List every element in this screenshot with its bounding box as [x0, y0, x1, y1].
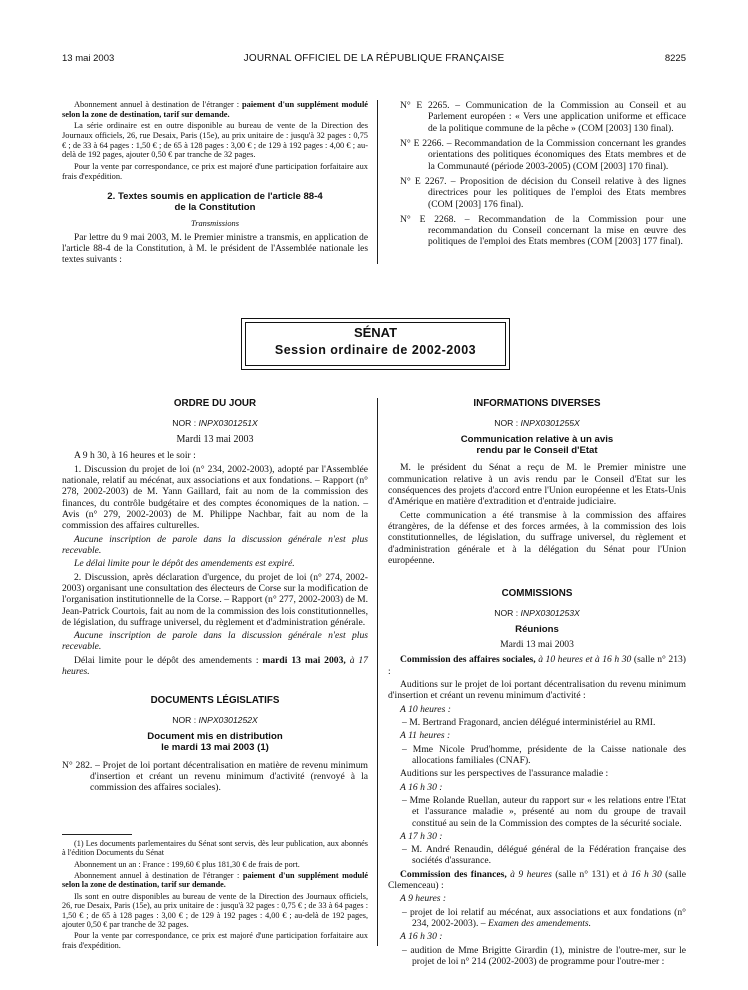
audition-fragonard: – M. Bertrand Fragonard, ancien délégué interministériel au RMI.	[402, 717, 656, 728]
nor-label: NOR :	[494, 417, 519, 428]
senat-title: SÉNAT	[353, 325, 398, 340]
audition-girardin: – audition de Mme Brigitte Girardin (1), ministre de l'outre-mer, sur le projet de loi n° 214 (2002-2003) de programme pour l'outre-mer :	[402, 944, 686, 967]
page-number: 8225	[664, 53, 686, 64]
nor-code: INPX0301253X	[520, 607, 580, 618]
fin-room-1: (salle n° 131) et	[555, 868, 620, 880]
cas-name: Commission des affaires sociales,	[400, 654, 536, 666]
e-document-entry	[388, 138, 686, 172]
comm-date: Mardi 13 mai 2003	[500, 639, 574, 651]
top-left-column	[62, 100, 368, 267]
aucune-inscription-2: Aucune inscription de parole dans la discussion générale n'est plus recevable.	[62, 630, 368, 653]
footnote-5: Pour la vente par correspondance, ce prix est majoré d'une participation forfaitaire aux frais d'expédition.	[62, 931, 368, 950]
fin-name: Commission des finances,	[400, 868, 507, 880]
abonnement-paragraph	[62, 100, 368, 119]
documents-legislatifs-title: DOCUMENTS LÉGISLATIFS	[150, 695, 280, 707]
aucune-inscription-1: Aucune inscription de parole dans la discussion générale n'est plus recevable.	[62, 533, 368, 556]
entry-number: N° E 2265.	[400, 100, 450, 111]
auditions-assurance-maladie: Auditions sur les perspectives de l'assurance maladie :	[400, 768, 609, 780]
time-17h30: A 17 h 30 :	[400, 830, 443, 842]
entry-text: – Recommandation de la Commission concernant les grandes orientations des politiques économiques des Etats membres et de la Communauté (période 2003-2005) (COM [2003] 170 final).	[428, 137, 686, 172]
mecenat-examen: Examen des amendements.	[487, 918, 592, 929]
entry-number: N° E 2267.	[400, 175, 447, 187]
delai-heure: à 17 heures.	[62, 654, 368, 678]
header-date: 13 mai 2003	[62, 53, 115, 64]
serie-paragraph: La série ordinaire est en outre disponible au bureau de vente de la Direction des Journaux officiels, 26, rue Desaix, Paris (15e), au prix unitaire de : jusqu'à 32 pages : 0,75 € ; de 33 à 64 pages : 1,50 € ; de 65 à 128 pages : 3,00 € ; de 129 à 192 pages : 4,00 € ; au-delà de 192 pages, ajouter 0,50 € par tranche de 32 pages.	[62, 121, 368, 160]
audition-renaudin: – M. André Renaudin, délégué général de la Fédération française des sociétés d'assurance.	[402, 844, 686, 867]
time-9h: A 9 heures :	[400, 893, 447, 905]
auditions-rmi: Auditions sur le projet de loi portant décentralisation du revenu minimum d'insertion et créant un revenu minimum d'activité :	[388, 679, 686, 702]
fin-hour-2: à 16 h 30	[622, 868, 662, 880]
ordre-date: Mardi 13 mai 2003	[176, 433, 254, 445]
docs-subtitle-2: le mardi 13 mai 2003 (1)	[161, 742, 269, 754]
footnote-3	[62, 871, 368, 890]
info-subtitle-2: rendu par le Conseil d'Etat	[476, 445, 598, 456]
reunions-title: Réunions	[515, 623, 559, 635]
fin-hour-1: à 9 heures	[510, 868, 552, 880]
e-document-entry	[388, 176, 686, 210]
audition-ruellan: – Mme Rolande Ruellan, auteur du rapport sur « les relations entre l'Etat et l'assurance maladie », présenté au nom du groupe de travail constitué au sein de la Commission des comptes de la sécurité sociale.	[402, 794, 686, 829]
delai-limite	[62, 655, 368, 678]
journal-title: JOURNAL OFFICIEL DE LA RÉPUBLIQUE FRANÇAISE	[243, 53, 505, 64]
page-header	[62, 53, 686, 67]
informations-diverses-title: INFORMATIONS DIVERSES	[473, 398, 601, 409]
horaire: A 9 h 30, à 16 heures et le soir :	[74, 450, 196, 462]
fn3-text: Abonnement annuel à destination de l'étranger :	[74, 870, 240, 880]
delai-text: Délai limite pour le dépôt des amendements :	[74, 654, 259, 666]
vente-paragraph: Pour la vente par correspondance, ce prix est majoré d'une participation forfaitaire aux frais d'expédition.	[62, 161, 368, 181]
nor-code: INPX0301251X	[198, 417, 258, 428]
comm-nor	[388, 608, 686, 618]
mecenat-text: – projet de loi relatif au mécénat, aux associations et aux fondations (n° 234, 2002-2003). –	[402, 906, 686, 929]
senat-title-box	[241, 318, 510, 370]
info-paragraph-1: M. le président du Sénat a reçu de M. le Premier ministre une communication relative à un avis rendu par le Conseil d'Etat sur les conséquences des projets d'accord entre l'Union européenne et les Etats-Unis d'Amérique en matière d'extradition et d'entraide judiciaire.	[388, 462, 686, 508]
nor-code: INPX0301252X	[198, 714, 258, 725]
cas-hours: à 10 heures et à 16 h 30	[538, 654, 632, 666]
footnote-separator	[62, 834, 132, 835]
delai-expire: Le délai limite pour le dépôt des amendements est expiré.	[74, 558, 295, 570]
e-document-entry	[388, 100, 686, 134]
lettre-paragraph: Par lettre du 9 mai 2003, M. le Premier ministre a transmis, en application de l'article 88-4 de la Constitution, à M. le président de l'Assemblée nationale les textes suivants :	[62, 232, 368, 265]
commission-finances	[388, 869, 686, 892]
nor-label: NOR :	[172, 417, 197, 428]
e-document-entry	[388, 214, 686, 248]
nor-code: INPX0301255X	[520, 417, 580, 428]
entry-text: – Proposition de décision du Conseil relative à des lignes directrices pour les politiques de l'emploi des Etats membres (COM [2003] 176 final).	[428, 175, 686, 210]
time-11h: A 11 heures :	[400, 730, 451, 742]
commission-affaires-sociales	[388, 654, 686, 677]
nor-label: NOR :	[172, 714, 197, 725]
commissions-title: COMMISSIONS	[501, 588, 573, 600]
lower-right-column	[388, 398, 686, 969]
time-10h: A 10 heures :	[400, 703, 451, 715]
docs-nor	[62, 715, 368, 725]
footnote-1: (1) Les documents parlementaires du Sénat sont servis, dès leur publication, aux abonnés à l'édition Documents du Sénat	[62, 838, 368, 858]
info-nor	[388, 418, 686, 428]
abonnement-bold: paiement d'un supplément modulé selon la zone de destination, tarif sur demande.	[62, 100, 368, 119]
n282-entry: N° 282. – Projet de loi portant décentralisation en matière de revenu minimum d'insertion et créant un revenu minimum d'activité (renvoyé à la commission des affaires sociales).	[62, 759, 368, 794]
column-divider-bottom	[377, 398, 378, 946]
footnote-2: Abonnement un an : France : 199,60 € plus 181,30 € de frais de port.	[74, 859, 300, 869]
section-heading-constitution: de la Constitution	[174, 202, 256, 214]
column-divider-top	[377, 100, 378, 264]
ordre-du-jour-title: ORDRE DU JOUR	[173, 398, 257, 409]
section-heading-88-4: 2. Textes soumis en application de l'article 88-4	[107, 191, 323, 203]
top-right-column	[388, 100, 686, 250]
cas-room: (salle n° 213) :	[388, 654, 686, 677]
session-title: Session ordinaire de 2002-2003	[274, 343, 477, 357]
audition-prudhomme: – Mme Nicole Prud'homme, présidente de la Caisse nationale des allocations familiales (CNAF).	[402, 743, 686, 766]
info-paragraph-2: Cette communication a été transmise à la commission des affaires étrangères, de la défense et des forces armées, à la commission des lois constitutionnelles, de législation, du suffrage universel, du règlement et d'administration générale et à la délégation du Sénat pour l'Union européenne.	[388, 509, 686, 566]
projet-mecenat	[400, 907, 686, 930]
fin-room-2: (salle Clemenceau) :	[388, 868, 686, 892]
time-16h30: A 16 h 30 :	[400, 781, 443, 793]
nor-label: NOR :	[494, 607, 519, 618]
footnote-4: Ils sont en outre disponibles au bureau de vente de la Direction des Journaux officiels, 26, rue Desaix, Paris (15e), au prix unitaire de : jusqu'à 32 pages : 0,75 € ; de 33 à 64 pages : 1,50 € ; de 65 à 128 pages : 3,00 € ; de 129 à 192 pages : 4,00 € ; au-delà de 192 pages, ajouter 0,50 € par tranche de 32 pages.	[62, 891, 368, 930]
abonnement-text: Abonnement annuel à destination de l'étranger :	[74, 100, 240, 109]
info-subtitle-1: Communication relative à un avis	[460, 433, 614, 445]
agenda-item-2: 2. Discussion, après déclaration d'urgence, du projet de loi (n° 274, 2002-2003) organisant une consultation des électeurs de Corse sur la modification de l'organisation institutionnelle de la Corse. – Rapport (n° 277, 2002-2003) de M. Jean-Patrick Courtois, fait au nom de la commission des lois constitutionnelles, de législation, du suffrage universel, du règlement et d'administration générale.	[62, 571, 368, 628]
footnotes	[62, 839, 368, 951]
lower-left-column	[62, 398, 368, 952]
transmissions-label: Transmissions	[191, 219, 239, 229]
agenda-item-1: 1. Discussion du projet de loi (n° 234, 2002-2003), adopté par l'Assemblée nationale, relatif au mécénat, aux associations et aux fondations. – Rapport (n° 278, 2002-2003) de M. Yann Gaillard, fait au nom de la commission des finances, du contrôle budgétaire et des comptes économiques de la nation. – Avis (n° 279, 2002-2003) de M. Philippe Nachbar, fait au nom de la commission des affaires culturelles.	[62, 463, 368, 532]
fn3-bold: paiement d'un supplément modulé selon la zone de destination, tarif sur demande.	[62, 870, 369, 890]
entry-number: N° E 2268.	[400, 213, 456, 225]
entry-text: – Communication de la Commission au Conseil et au Parlement européen : « Vers une application uniforme et efficace de la politique commune de la pêche » (COM [2003] 130 final).	[428, 100, 686, 134]
delai-date: mardi 13 mai 2003,	[262, 654, 346, 666]
time-16h30-b: A 16 h 30 :	[400, 931, 443, 943]
entry-text: – Recommandation de la Commission pour une recommandation du Conseil concernant la mise en œuvre des politiques de l'emploi des Etats membres (COM [2003] 177 final).	[428, 213, 686, 248]
docs-subtitle-1: Document mis en distribution	[147, 731, 283, 743]
ordre-nor	[62, 418, 368, 428]
entry-number: N° E 2266.	[400, 137, 444, 149]
